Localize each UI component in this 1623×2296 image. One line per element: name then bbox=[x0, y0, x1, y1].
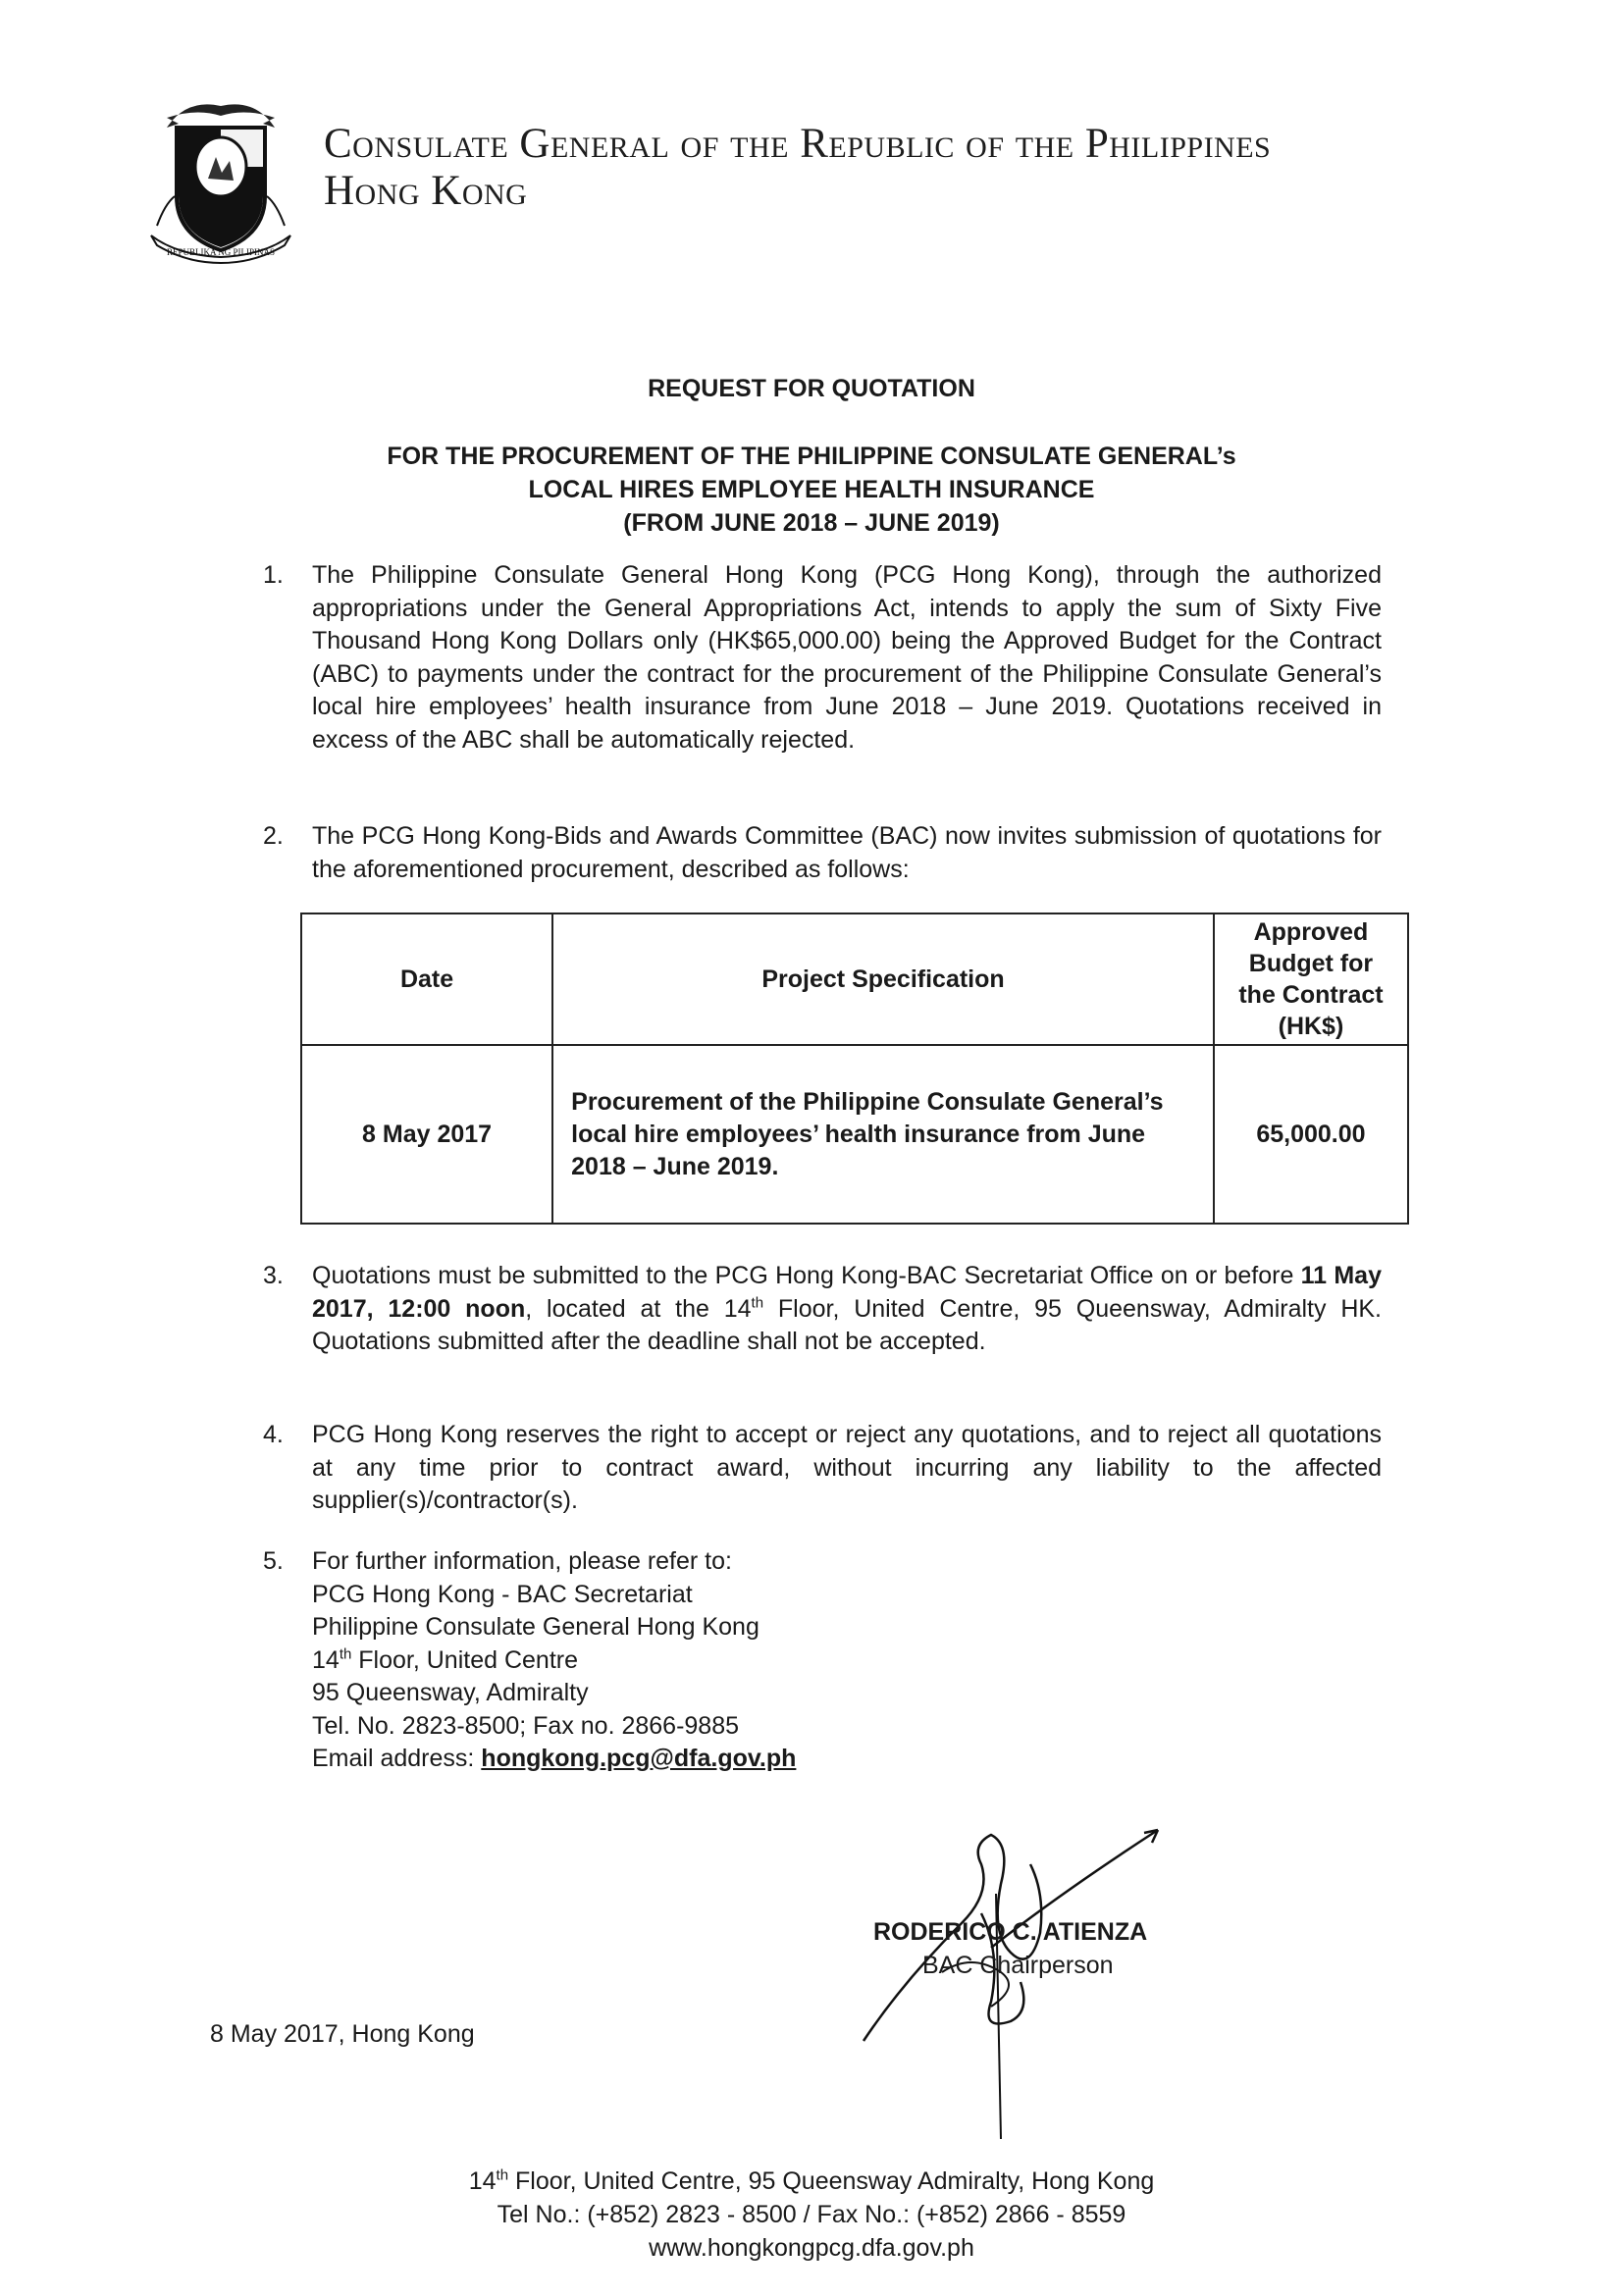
subtitle-line-2: LOCAL HIRES EMPLOYEE HEALTH INSURANCE bbox=[528, 476, 1095, 503]
document-title: REQUEST FOR QUOTATION bbox=[648, 375, 975, 402]
contact-intro: For further information, please refer to: bbox=[312, 1547, 732, 1575]
document-subtitle bbox=[0, 440, 1623, 540]
footer-address: 14th Floor, United Centre, 95 Queensway Admiralty, Hong Kong bbox=[468, 2166, 1155, 2195]
item-4-text: PCG Hong Kong reserves the right to accept or reject any quotations, and to reject all quotations at any time prior to contract award, without incurring any liability to the affected supplier(s)/contractor(s). bbox=[312, 1421, 1382, 1514]
item-1-number: 1. bbox=[263, 561, 284, 589]
contact-email-line: Email address: hongkong.pcg@dfa.gov.ph bbox=[312, 1745, 797, 1772]
signatory-name: RODERICO C. ATIENZA bbox=[873, 1918, 1148, 1946]
issue-place-date: 8 May 2017, Hong Kong bbox=[210, 2020, 475, 2048]
item-2-text: The PCG Hong Kong-Bids and Awards Committee (BAC) now invites submission of quotations for the aforementioned procurement, described as follows: bbox=[312, 822, 1382, 883]
contact-line-1: PCG Hong Kong - BAC Secretariat bbox=[312, 1580, 693, 1608]
cell-project-specification: Procurement of the Philippine Consulate General’s local hire employees’ health insurance from June 2018 – June 2019. bbox=[552, 1045, 1214, 1224]
footer-phone-fax: Tel No.: (+852) 2823 - 8500 / Fax No.: (+852) 2866 - 8559 bbox=[497, 2201, 1126, 2228]
item-5-number: 5. bbox=[263, 1547, 284, 1575]
contact-line-4: 95 Queensway, Admiralty bbox=[312, 1679, 589, 1706]
subtitle-line-1: FOR THE PROCUREMENT OF THE PHILIPPINE CONSULATE GENERAL’s bbox=[387, 443, 1236, 470]
item-5-contact-block bbox=[312, 1545, 796, 1776]
email-link[interactable]: hongkong.pcg@dfa.gov.ph bbox=[481, 1745, 797, 1772]
header-approved-budget: Approved Budget for the Contract (HK$) bbox=[1214, 913, 1408, 1045]
footer bbox=[0, 2165, 1623, 2265]
table-row bbox=[301, 1045, 1408, 1224]
item-2-number: 2. bbox=[263, 822, 284, 850]
cell-date: 8 May 2017 bbox=[301, 1045, 552, 1224]
submission-deadline: 11 May 2017, 12:00 noon bbox=[312, 1262, 1382, 1323]
contact-phone-fax: Tel. No. 2823-8500; Fax no. 2866-9885 bbox=[312, 1711, 740, 1740]
item-1-text: The Philippine Consulate General Hong Kong (PCG Hong Kong), through the authorized appropriations under the General Appropriations Act, intends to apply the sum of Sixty Five Thousand Hong Kong Dollars only (HK$65,000.00) being the Approved Budget for the Contract (ABC) to payments under the contract for the procurement of the Philippine Consulate General’s local hire employees’ health insurance from June 2018 – June 2019. Quotations received in excess of the ABC shall be automatically rejected. bbox=[312, 561, 1382, 754]
signatory-title: BAC Chairperson bbox=[922, 1952, 1114, 1979]
item-4-number: 4. bbox=[263, 1421, 284, 1448]
header-project-specification: Project Specification bbox=[552, 913, 1214, 1045]
procurement-table bbox=[300, 913, 1409, 1225]
philippine-seal-icon bbox=[147, 88, 294, 265]
cell-approved-budget: 65,000.00 bbox=[1214, 1045, 1408, 1224]
header-date: Date bbox=[301, 913, 552, 1045]
item-3-number: 3. bbox=[263, 1262, 284, 1289]
subtitle-line-3: (FROM JUNE 2018 – JUNE 2019) bbox=[623, 509, 1000, 537]
item-3-text: Quotations must be submitted to the PCG Hong Kong-BAC Secretariat Office on or before 11 May 2017, 12:00 noon, located at the 14th Floor, United Centre, 95 Queensway, Admiralty HK. Quotations submitted after the deadline shall not be accepted. bbox=[312, 1262, 1382, 1355]
letterhead-city: Hong Kong bbox=[324, 168, 528, 214]
svg-text:REPUBLIKA NG PILIPINAS: REPUBLIKA NG PILIPINAS bbox=[166, 247, 276, 257]
letterhead-consulate-name: Consulate General of the Republic of the Philippines bbox=[324, 121, 1272, 167]
contact-line-2: Philippine Consulate General Hong Kong bbox=[312, 1613, 759, 1641]
contact-line-3: 14th Floor, United Centre bbox=[312, 1645, 578, 1674]
footer-website[interactable]: www.hongkongpcg.dfa.gov.ph bbox=[649, 2234, 974, 2262]
table-header-row bbox=[301, 913, 1408, 1045]
